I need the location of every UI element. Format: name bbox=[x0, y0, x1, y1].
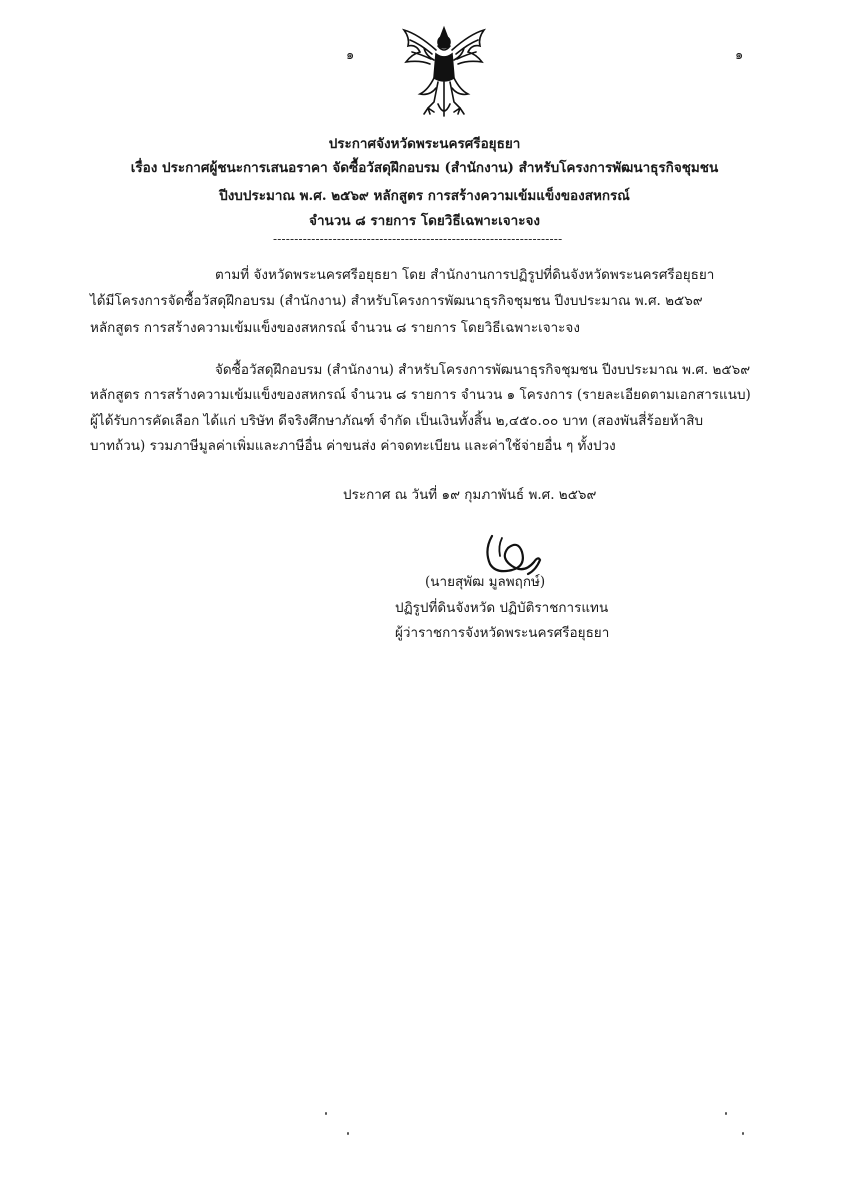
signatory-position: ปฏิรูปที่ดินจังหวัด ปฏิบัติราชการแทน bbox=[395, 600, 609, 616]
announcement-subject-line3: จำนวน ๘ รายการ โดยวิธีเฉพาะเจาะจง bbox=[309, 213, 540, 229]
page-mark-right: ๑ bbox=[735, 48, 744, 63]
garuda-emblem-icon bbox=[398, 24, 490, 119]
paragraph1-line1: ตามที่ จังหวัดพระนครศรีอยุธยา โดย สำนักงานการปฏิรูปที่ดินจังหวัดพระนครศรีอยุธยา bbox=[215, 267, 715, 283]
paragraph2-line2: หลักสูตร การสร้างความเข้มแข็งของสหกรณ์ จำนวน ๘ รายการ จำนวน ๑ โครงการ (รายละเอียดตามเอกสารแนบ) bbox=[90, 387, 751, 403]
heading-divider: -------------------------------------------------------------------- bbox=[273, 232, 563, 246]
paragraph1-line2: ได้มีโครงการจัดซื้อวัสดุฝึกอบรม (สำนักงาน) สำหรับโครงการพัฒนาธุรกิจชุมชน ปีงบประมาณ พ.ศ. ๒๕๖๙ bbox=[90, 293, 703, 309]
paragraph1-line3: หลักสูตร การสร้างความเข้มแข็งของสหกรณ์ จำนวน ๘ รายการ โดยวิธีเฉพาะเจาะจง bbox=[90, 320, 580, 336]
paragraph2-line3: ผู้ได้รับการคัดเลือก ได้แก่ บริษัท ดีจริงศึกษาภัณฑ์ จำกัด เป็นเงินทั้งสิ้น ๒,๔๕๐.๐๐ บาท (สองพันสี่ร้อยห้าสิบ bbox=[90, 413, 704, 429]
scan-speck bbox=[742, 1132, 744, 1135]
signatory-name: (นายสุพัฒ มูลพฤกษ์) bbox=[425, 574, 546, 590]
announcement-subject: เรื่อง ประกาศผู้ชนะการเสนอราคา จัดซื้อวัสดุฝึกอบรม (สำนักงาน) สำหรับโครงการพัฒนาธุรกิจชุมชน bbox=[130, 160, 719, 176]
page-mark-left: ๑ bbox=[346, 48, 355, 63]
scan-speck bbox=[325, 1112, 327, 1115]
announcement-subject-line2: ปีงบประมาณ พ.ศ. ๒๕๖๙ หลักสูตร การสร้างความเข้มแข็งของสหกรณ์ bbox=[219, 188, 630, 204]
announcement-date: ประกาศ ณ วันที่ ๑๙ กุมภาพันธ์ พ.ศ. ๒๕๖๙ bbox=[343, 487, 597, 503]
signatory-position-line2: ผู้ว่าราชการจังหวัดพระนครศรีอยุธยา bbox=[395, 625, 610, 641]
scan-speck bbox=[725, 1112, 727, 1115]
scan-speck bbox=[347, 1132, 349, 1135]
paragraph2-line4: บาทถ้วน) รวมภาษีมูลค่าเพิ่มและภาษีอื่น ค่าขนส่ง ค่าจดทะเบียน และค่าใช้จ่ายอื่น ๆ ทั้งปวง bbox=[90, 438, 616, 454]
announcement-title: ประกาศจังหวัดพระนครศรีอยุธยา bbox=[328, 136, 521, 152]
paragraph2-line1: จัดซื้อวัสดุฝึกอบรม (สำนักงาน) สำหรับโครงการพัฒนาธุรกิจชุมชน ปีงบประมาณ พ.ศ. ๒๕๖๙ bbox=[215, 362, 751, 378]
